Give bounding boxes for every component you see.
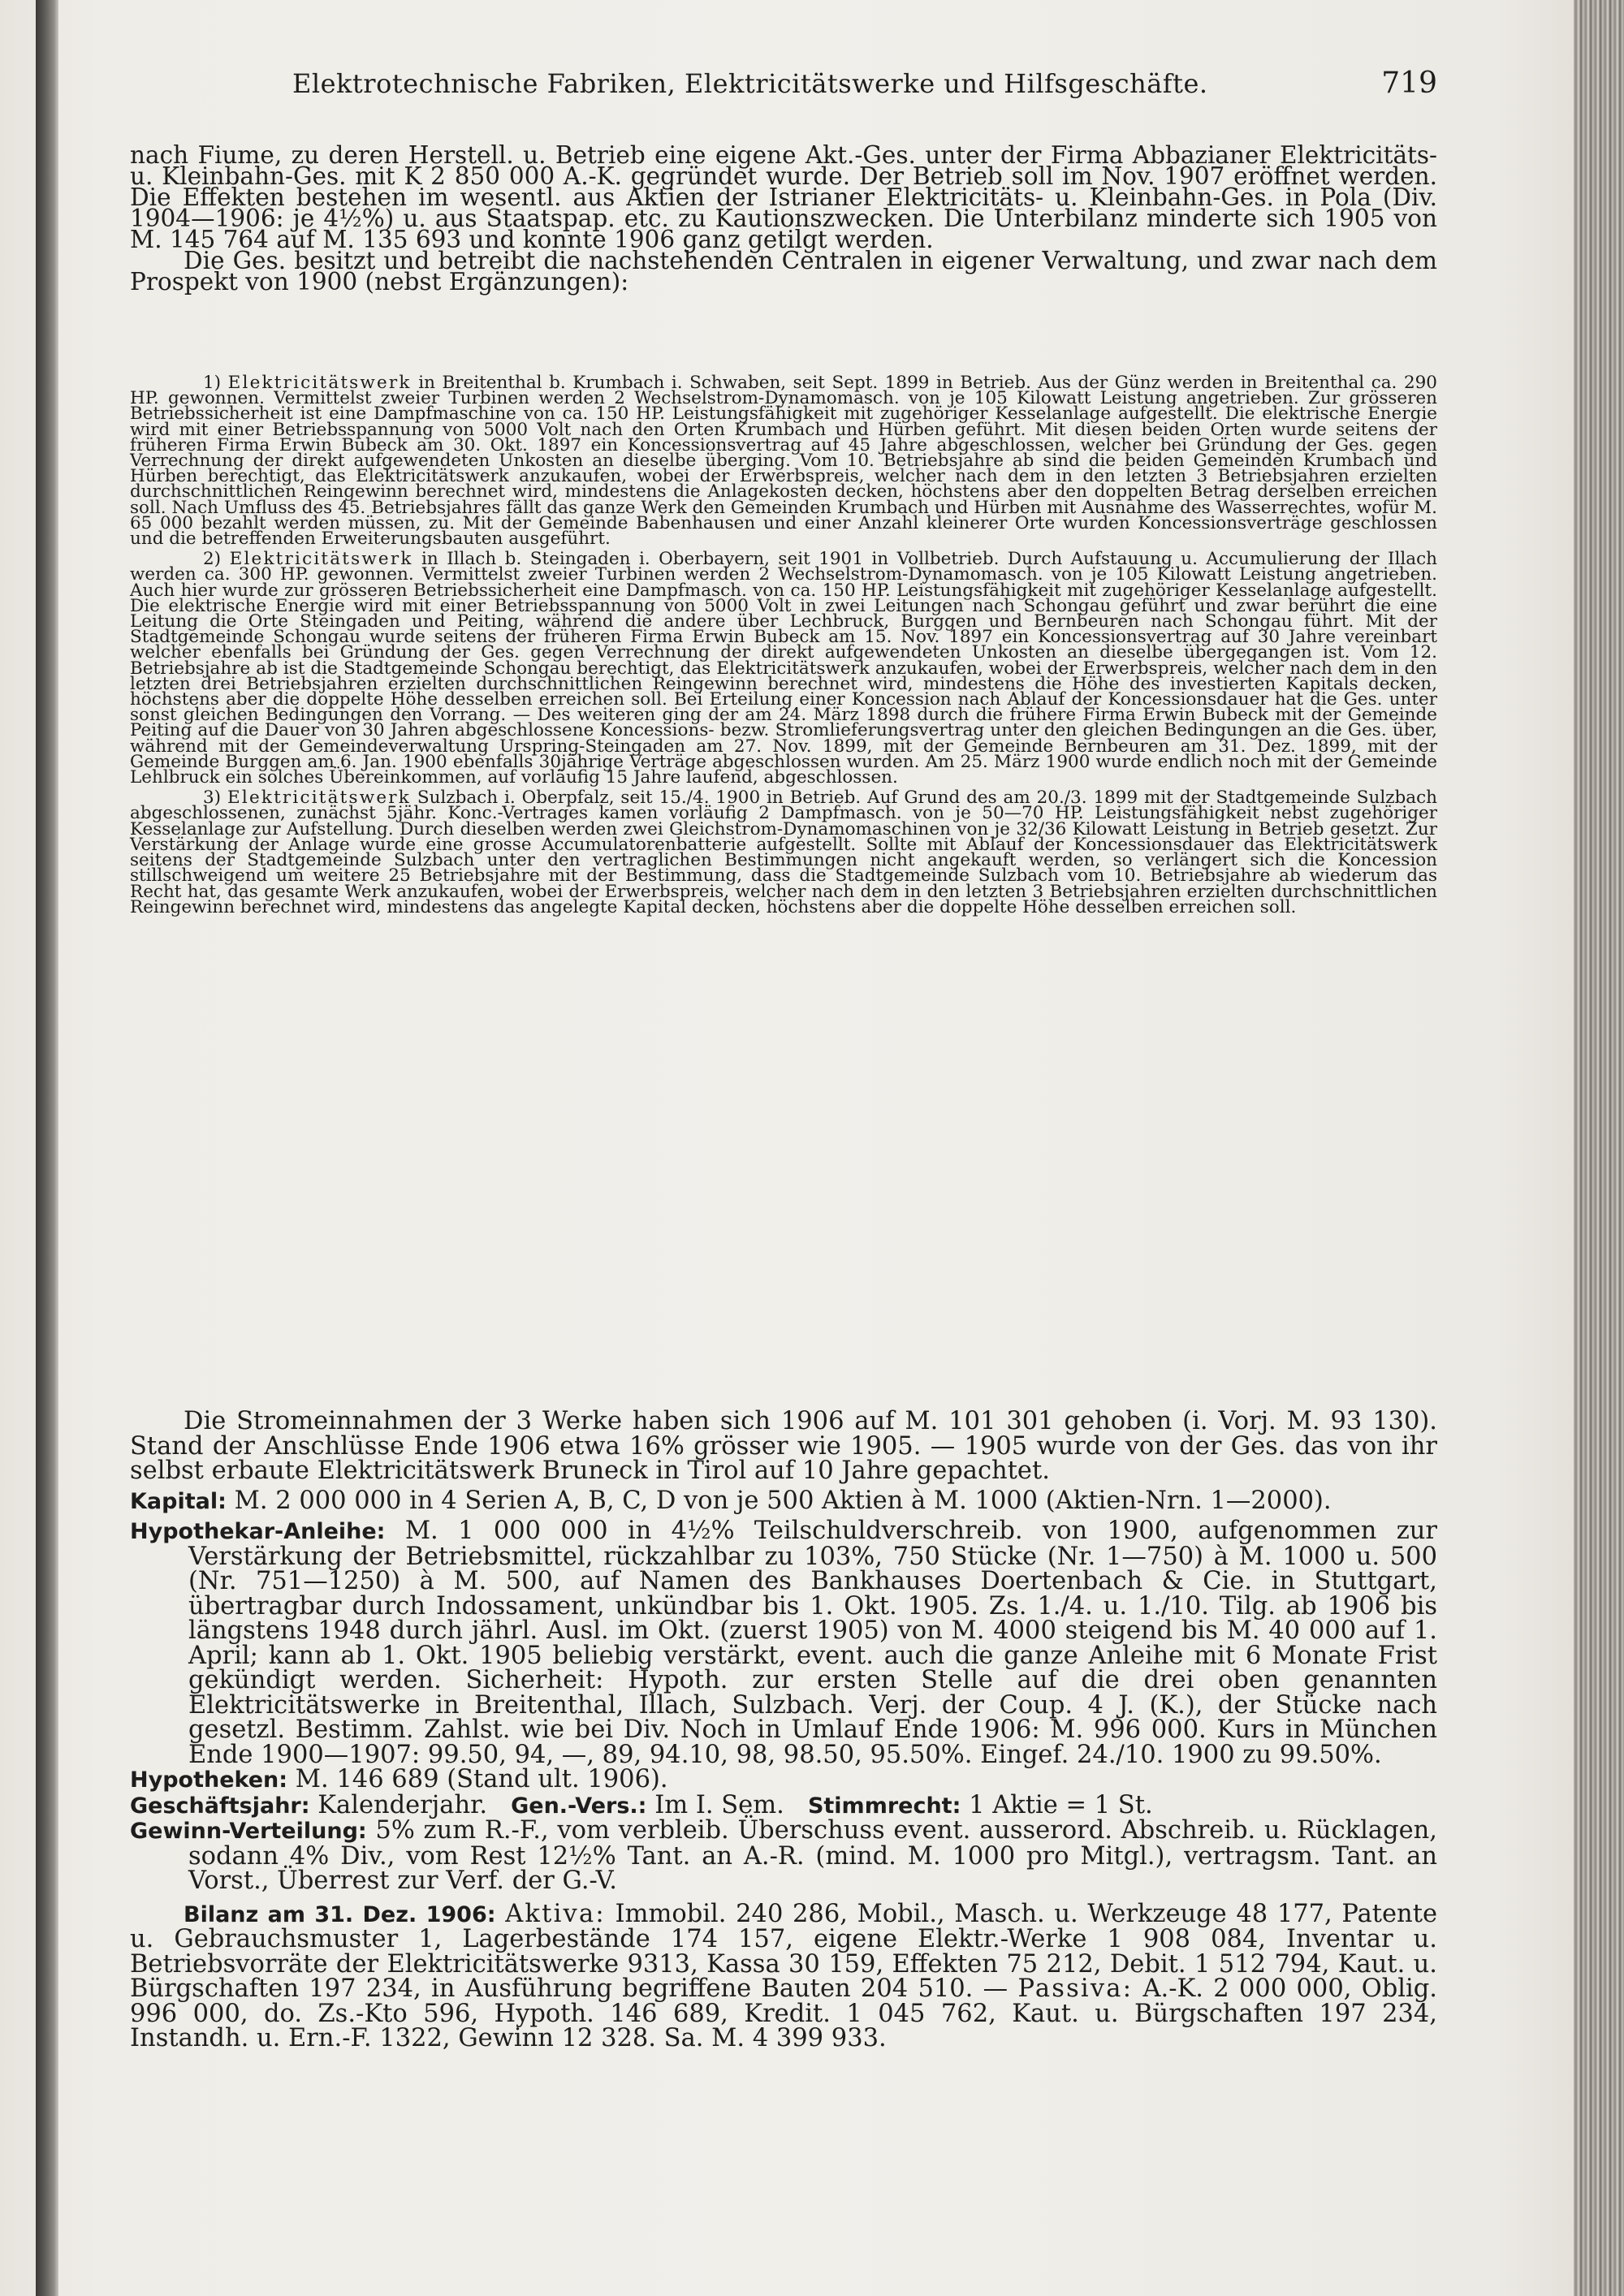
geschaeftsjahr-text: Kalenderjahr. — [317, 1790, 488, 1819]
stimmrecht-text: 1 Aktie = 1 St. — [969, 1790, 1153, 1819]
kapital-label: Kapital: — [130, 1488, 227, 1514]
running-header — [130, 63, 1437, 112]
hypotheken-entry — [130, 1767, 1437, 1793]
werk-text: Sulzbach i. Oberpfalz, seit 15./4. 1900 in Betrieb. Auf Grund des am 20./3. 1899 mit der Stadtgemeinde Sulzbach abgeschlossenen, zunächst 5jähr. Konc.-Vertrages kamen vorläufig 2 Dampfmasch. von je 50—70 HP. Leistungsfähigkeit nebst zugehöriger Kesselanlage zur Aufstellung. Durch dieselben werden zwei Gleichstrom-Dynamomaschinen von je 32/36 Kilowatt Leistung in Betrieb gesetzt. Zur Verstärkung der Anlage wurde eine grosse Accumulatorenbatterie aufgestellt. Sollte mit Ablauf der Koncessionsdauer das Elektricitätswerk seitens der Stadtgemeinde Sulzbach unter den vertraglichen Bestimmungen nicht angekauft werden, so verlängert sich die Koncession stillschweigend um weitere 25 Betriebsjahre mit der Bestimmung, dass die Stadtgemeinde Sulzbach vom 10. Betriebsjahre ab wiederum das Recht hat, das gesamte Werk anzukaufen, wobei der Erwerbspreis, welcher nach dem in den letzten 3 Betriebsjahren erzielten durchschnittlichen Reingewinn berechnet wird, mindestens das angelegte Kapital decken, höchstens aber die doppelte Höhe desselben erreichen soll. — [130, 788, 1437, 917]
page-number: 719 — [1381, 67, 1437, 100]
gewinn-text: 5% zum R.-F., vom verbleib. Überschuss event. ausserord. Abschreib. u. Rücklagen, sodann 4% Div., vom Rest 12½% Tant. an A.-R. (mind. M. 1000 pro Mitgl.), vertragsm. Tant. an Vorst., Überrest zur Verf. der G.-V. — [188, 1816, 1437, 1895]
hypotheken-label: Hypotheken: — [130, 1767, 288, 1793]
hypotheken-text: M. 146 689 (Stand ult. 1906). — [295, 1765, 668, 1793]
gewinn-entry — [130, 1816, 1437, 1895]
passiva-text: A.-K. 2 000 000, Oblig. 996 000, do. Zs.-Kto 596, Hypoth. 146 689, Kredit. 1 045 762, Kaut. u. Bürgschaften 197 234, Instandh. u. Ern.-F. 1322, Gewinn 12 328. Sa. M. 4 399 933. — [130, 1974, 1437, 2052]
intro-section — [130, 141, 1437, 296]
werk-number: 3) — [203, 788, 222, 809]
book-binding-shadow — [36, 0, 58, 2296]
aktiva-label: Aktiva: — [505, 1899, 606, 1928]
werk-name: Elektricitätswerk — [227, 788, 411, 809]
werk-entry-2 — [130, 549, 1437, 788]
werk-entry-3 — [130, 790, 1437, 915]
bilanz-entry — [130, 1899, 1438, 2052]
geschaeftsjahr-label: Geschäftsjahr: — [130, 1793, 310, 1819]
geschaeftsjahr-entry — [130, 1790, 1437, 1819]
gen-vers-text: Im I. Sem. — [654, 1790, 784, 1819]
werk-text: in Breitenthal b. Krumbach i. Schwaben, seit Sept. 1899 in Betrieb. Aus der Günz werden in Breitenthal ca. 290 HP. gewonnen. Vermittelst zweier Turbinen werden 2 Wechselstrom-Dynamomasch. von je 105 Kilowatt Leistung angetrieben. Zur grösseren Betriebssicherheit ist eine Dampfmaschine von ca. 150 HP. Leistungsfähigkeit mit zugehöriger Kesselanlage aufgestellt. Die elektrische Energie wird mit einer Betriebsspannung von 5000 Volt nach den Orten Krumbach und Hürben geführt. Mit diesen beiden Orten wurde seitens der früheren Firma Erwin Bubeck am 30. Okt. 1897 ein Koncessionsvertrag auf 45 Jahre abgeschlossen, welcher bei Gründung der Ges. gegen Verrechnung der direkt aufgewendeten Unkosten an dieselbe überging. Vom 10. Betriebsjahre ab sind die beiden Gemeinden Krumbach und Hürben berechtigt, das Elektricitätswerk anzukaufen, wobei der Erwerbspreis, welcher nach dem in den letzten 3 Betriebsjahren erzielten durchschnittlichen Reingewinn berechnet wird, mindestens die Anlagekosten decken, höchstens aber den doppelten Betrag derselben erreichen soll. Nach Umfluss des 45. Betriebsjahres fällt das ganze Werk den Gemeinden Krumbach und Hürben mit Ausnahme des Wasserrechtes, wofür M. 65 000 bezahlt werden müssen, zu. Mit der Gemeinde Babenhausen und einer Anzahl kleinerer Orte wurden Koncessionsverträge geschlossen und die betreffenden Erweiterungsbauten ausgeführt. — [130, 373, 1437, 550]
page-edges — [1574, 0, 1624, 2296]
passiva-label: Passiva: — [1017, 1974, 1134, 2003]
kapital-entry — [130, 1486, 1437, 1515]
werk-entry-1 — [130, 373, 1437, 550]
bilanz-label: Bilanz am 31. Dez. 1906: — [184, 1901, 496, 1927]
werk-text: in Illach b. Steingaden i. Oberbayern, seit 1901 in Vollbetrieb. Durch Aufstauung u. Accumulierung der Illach werden ca. 300 HP. gewonnen. Vermittelst zweier Turbinen werden 2 Wechselstrom-Dynamomasch. von je 105 Kilowatt Leistung angetrieben. Auch hier wurde zur grösseren Betriebssicherheit eine Dampfmasch. von ca. 150 HP. Leistungsfähigkeit mit zugehöriger Kesselanlage aufgestellt. Die elektrische Energie wird mit einer Betriebsspannung von 5000 Volt in zwei Leitungen nach Schongau geführt und zwar berührt die eine Leitung die Orte Steingaden und Peiting, während die andere über Lechbruck, Burggen und Bernbeuren nach Schongau führt. Mit der Stadtgemeinde Schongau wurde seitens der früheren Firma Erwin Bubeck am 15. Nov. 1897 ein Koncessionsvertrag auf 30 Jahre vereinbart welcher ebenfalls bei Gründung der Ges. gegen Verrechnung der direkt aufgewendeten Unkosten an dieselbe übergegangen ist. Vom 12. Betriebsjahre ab ist die Stadtgemeinde Schongau berechtigt, das Elektricitätswerk anzukaufen, wobei der Erwerbspreis, welcher nach dem in den letzten drei Betriebsjahren erzielten durchschnittlichen Reingewinn berechnet wird, mindestens die Höhe des investierten Kapitals decken, höchstens aber die doppelte Höhe desselben erreichen soll. Bei Erteilung einer Koncession nach Ablauf der Koncessionsdauer hat die Ges. unter sonst gleichen Bedingungen den Vorrang. — Des weiteren ging der am 24. März 1898 durch die frühere Firma Erwin Bubeck mit der Gemeinde Peiting auf die Dauer von 30 Jahren abgeschlossene Koncessions- bezw. Stromlieferungsvertrag unter den gleichen Bedingungen an die Ges. über, während mit der Gemeindeverwaltung Urspring-Steingaden am 27. Nov. 1899, mit der Gemeinde Bernbeuren am 31. Dez. 1899, mit der Gemeinde Burggen am 6. Jan. 1900 ebenfalls 30jährige Verträge abgeschlossen wurden. Am 25. März 1900 wurde endlich noch mit der Gemeinde Lehlbruck ein solches Übereinkommen, auf vorläufig 15 Jahre laufend, abgeschlossen. — [130, 549, 1437, 788]
werk-name: Elektricitätswerk — [229, 549, 413, 570]
strom-paragraph: Die Stromeinnahmen der 3 Werke haben sich 1906 auf M. 101 301 gehoben (i. Vorj. M. 93 130). Stand der Anschlüsse Ende 1906 etwa 16% grösser wie 1905. — 1905 wurde von der Ges. das von ihr selbst erbaute Elektricitätswerk Bruneck in Tirol auf 10 Jahre gepachtet. — [130, 1407, 1437, 1485]
gen-vers-label: Gen.-Vers.: — [511, 1793, 647, 1819]
werk-name: Elektricitätswerk — [227, 373, 412, 393]
stimmrecht-label: Stimmrecht: — [807, 1793, 961, 1819]
werk-number: 2) — [203, 549, 222, 570]
werk-number: 1) — [203, 373, 222, 393]
gewinn-label: Gewinn-Verteilung: — [130, 1819, 367, 1844]
running-title: Elektrotechnische Fabriken, Elektricitätswerke und Hilfsgeschäfte. — [292, 68, 1208, 99]
anleihe-entry — [130, 1519, 1437, 1767]
werke-section — [130, 375, 1437, 915]
kapital-text: M. 2 000 000 in 4 Serien A, B, C, D von je 500 Aktien à M. 1000 (Aktien-Nrn. 1—2000). — [234, 1486, 1332, 1515]
anleihe-text: M. 1 000 000 in 4½% Teilschuldverschreib. von 1900, aufgenommen zur Verstärkung der Betriebsmittel, rückzahlbar zu 103%, 750 Stücke (Nr. 1—750) à M. 1000 u. 500 (Nr. 751—1250) à M. 500, auf Namen des Bankhauses Doertenbach & Cie. in Stuttgart, übertragbar durch Indossament, unkündbar bis 1. Okt. 1905. Zs. 1./4. u. 1./10. Tilg. ab 1906 bis längstens 1948 durch jährl. Ausl. im Okt. (zuerst 1905) von M. 4000 steigend bis M. 40 000 auf 1. April; kann ab 1. Okt. 1905 beliebig verstärkt, event. auch die ganze Anleihe mit 6 Monate Frist gekündigt werden. Sicherheit: Hypoth. zur ersten Stelle auf die drei oben genannten Elektricitätswerke in Breitenthal, Illach, Sulzbach. Verj. der Coup. 4 J. (K.), der Stücke nach gesetzl. Bestimm. Zahlst. wie bei Div. Noch in Umlauf Ende 1906: M. 996 000. Kurs in München Ende 1900—1907: 99.50, 94, —, 89, 94.10, 98, 98.50, 95.50%. Eingef. 24./10. 1900 zu 99.50%. — [188, 1517, 1437, 1769]
intro-paragraph-1: nach Fiume, zu deren Herstell. u. Betrieb eine eigene Akt.-Ges. unter der Firma Abbazianer Elektricitäts- u. Kleinbahn-Ges. mit K 2 850 000 A.-K. gegründet wurde. Der Betrieb soll im Nov. 1907 eröffnet werden. Die Effekten bestehen im wesentl. aus Aktien der Istrianer Elektricitäts- u. Kleinbahn-Ges. in Pola (Div. 1904—1906: je 4½%) u. aus Staatspap. etc. zu Kautionszwecken. Die Unterbilanz minderte sich 1905 von M. 145 764 auf M. 135 693 und konnte 1906 ganz getilgt werden. — [130, 141, 1437, 253]
intro-paragraph-2: Die Ges. besitzt und betreibt die nachstehenden Centralen in eigener Verwaltung, und zwar nach dem Prospekt von 1900 (nebst Ergänzungen): — [130, 247, 1437, 296]
details-section — [130, 1409, 1437, 2052]
aktiva-text: Immobil. 240 286, Mobil., Masch. u. Werkzeuge 48 177, Patente u. Gebrauchsmuster 1, Lagerbestände 174 157, eigene Elektr.-Werke 1 908 084, Inventar u. Betriebsvorräte der Elektricitätswerke 9313, Kassa 30 159, Effekten 75 212, Debit. 1 512 794, Kaut. u. Bürgschaften 197 234, in Ausführung begriffene Bauten 204 510. — — [130, 1899, 1438, 2003]
anleihe-label: Hypothekar-Anleihe: — [130, 1519, 386, 1544]
